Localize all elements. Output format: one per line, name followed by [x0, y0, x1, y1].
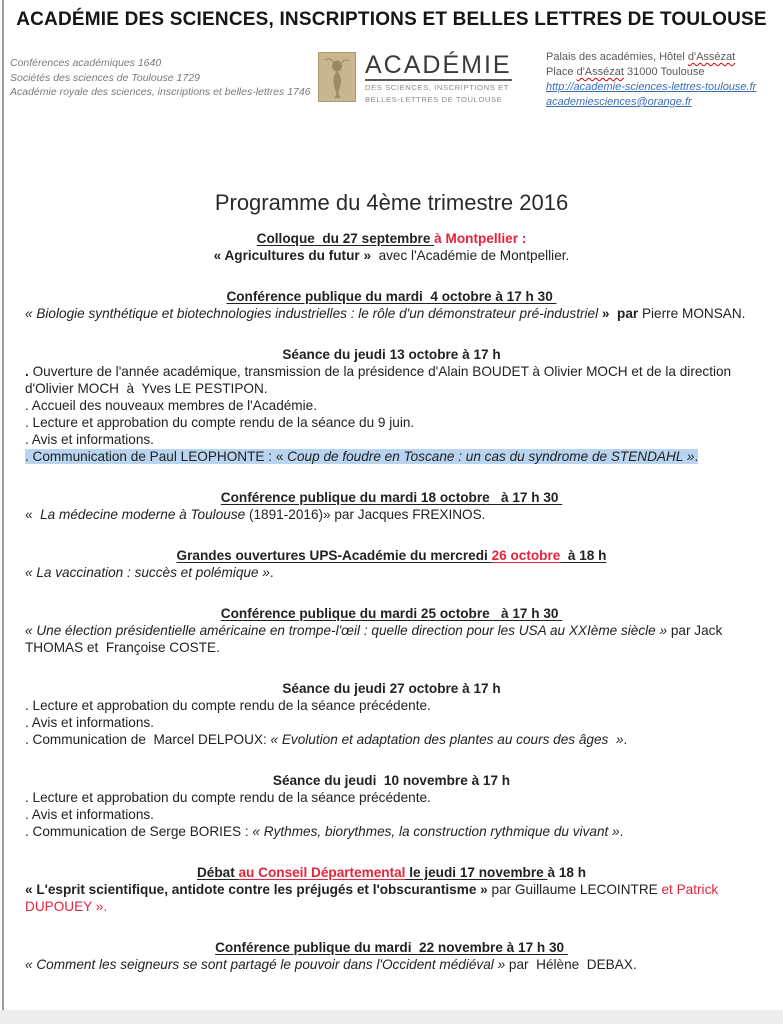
text-segment: par Guillaume LECOINTRE — [487, 882, 662, 897]
section-line — [25, 697, 758, 714]
program-section — [25, 230, 758, 264]
text-segment: . Accueil des nouveaux membres de l'Académie. — [25, 398, 317, 413]
program-title: Programme du 4ème trimestre 2016 — [214, 190, 569, 215]
text-segment: « La vaccination : succès et polémique » — [25, 565, 270, 580]
text-segment: » — [683, 449, 695, 464]
section-line — [25, 247, 758, 264]
section-line — [25, 414, 758, 431]
text-segment: . Communication de Paul LEOPHONTE : — [25, 449, 276, 464]
section-heading — [25, 772, 758, 789]
scan-edge-left — [2, 0, 4, 1012]
text-segment: d'Assézat — [576, 66, 624, 78]
text-segment: d'Assézat — [687, 51, 736, 63]
section-line — [25, 448, 758, 465]
text-segment: . Avis et informations. — [25, 432, 154, 447]
section-heading — [25, 547, 758, 564]
text-segment: . Avis et informations. — [25, 807, 154, 822]
text-segment: « — [275, 449, 288, 464]
founding-date-line: Conférences académiques 1640 — [10, 57, 162, 69]
section-line — [25, 622, 758, 656]
logo-subtitle-1: DES SCIENCES, INSCRIPTIONS ET — [365, 83, 509, 92]
text-segment: Conférence publique du mardi 25 octobre à 17 h 30 — [220, 606, 563, 621]
text-segment: « L'esprit scientifique, antidote contre les préjugés et l'obscurantisme » — [25, 882, 488, 897]
email-link[interactable]: academiesciences@orange.fr — [546, 96, 692, 108]
text-segment: Colloque du 27 septembre — [256, 231, 435, 246]
text-segment: au Conseil Départemental — [238, 865, 406, 880]
page-title: ACADÉMIE DES SCIENCES, INSCRIPTIONS ET BELLES LETTRES DE TOULOUSE — [16, 9, 767, 30]
text-segment: . — [619, 824, 624, 839]
text-segment: . Lecture et approbation du compte rendu de la séance précédente. — [25, 790, 431, 805]
section-line — [25, 397, 758, 414]
text-segment: 31000 Toulouse — [623, 66, 705, 78]
text-segment: Séance du jeudi 13 octobre à 17 h — [282, 347, 501, 362]
text-segment: « Evolution et adaptation des plantes au cours des âges » — [270, 732, 624, 747]
text-segment: Débat — [196, 865, 239, 880]
text-segment: . Lecture et approbation du compte rendu de la séance précédente. — [25, 698, 431, 713]
section-heading — [25, 864, 758, 881]
section-line — [25, 806, 758, 823]
text-segment: « Rythmes, biorythmes, la construction rythmique du vivant » — [252, 824, 620, 839]
text-segment: et Patrick DUPOUEY ». — [25, 882, 722, 914]
text-segment: Palais des académies, Hôtel — [546, 51, 688, 63]
text-segment: à 18 h — [547, 865, 587, 880]
text-segment: . — [25, 364, 33, 379]
text-segment: Conférence publique du mardi 4 octobre à 17 h 30 — [226, 289, 557, 304]
founding-date-line: Sociétés des sciences de Toulouse 1729 — [10, 71, 200, 84]
program-section — [25, 346, 758, 465]
text-segment: Conférence publique du mardi 22 novembre à 17 h 30 — [215, 940, 568, 955]
section-line — [25, 564, 758, 581]
text-segment: . — [694, 449, 699, 464]
program-section — [25, 680, 758, 748]
section-heading — [25, 680, 758, 697]
logo-subtitle-2: BELLES-LETTRES DE TOULOUSE — [365, 94, 503, 104]
address-line — [546, 50, 756, 65]
website-link[interactable]: http://academie-sciences-lettres-toulouse.fr — [546, 81, 757, 93]
academy-logo — [318, 52, 512, 104]
text-segment: par Jack THOMAS et Françoise COSTE. — [25, 623, 726, 655]
address-lines — [546, 50, 756, 80]
text-segment: . Communication de Serge BORIES : — [25, 824, 253, 839]
text-segment: le jeudi 17 novembre — [405, 865, 548, 880]
scan-edge-bottom — [0, 1010, 783, 1024]
section-line — [25, 881, 758, 915]
text-segment: 26 octobre — [491, 548, 561, 563]
text-segment: . — [269, 565, 274, 580]
text-segment: Conférence publique du mardi 18 octobre à 17 h 30 — [220, 490, 563, 505]
text-segment: Séance du jeudi 10 novembre à 17 h — [272, 773, 511, 788]
text-segment: « Agricultures du futur » — [213, 248, 372, 263]
text-segment: « — [25, 306, 37, 321]
section-heading — [25, 939, 758, 956]
text-segment: Comment les seigneurs se sont partagé le pouvoir dans l'Occident médiéval — [36, 957, 494, 972]
program-section — [25, 547, 758, 581]
text-segment: Séance du jeudi 27 octobre à 17 h — [282, 681, 501, 696]
text-segment: : — [518, 231, 527, 246]
text-segment: Biologie synthétique et biotechnologies industrielles : le rôle d'un démonstrateur pré-industriel — [36, 306, 599, 321]
text-segment: à 18 h — [560, 548, 607, 563]
section-heading — [25, 230, 758, 247]
text-segment: Coup de foudre en Toscane : un cas du syndrome de STENDAHL — [287, 449, 684, 464]
program-section — [25, 772, 758, 840]
text-segment: « — [25, 957, 37, 972]
address-line — [546, 65, 756, 80]
section-line — [25, 823, 758, 840]
text-segment: par — [613, 306, 639, 321]
section-line — [25, 714, 758, 731]
section-line — [25, 731, 758, 748]
text-segment: Ouverture de l'année académique, transmission de la présidence d'Alain BOUDET à Olivier MOCH et de la direction d'Olivier MOCH à Yves LE PESTIPON. — [25, 364, 735, 396]
section-line — [25, 363, 758, 397]
section-heading — [25, 605, 758, 622]
text-segment: Une élection présidentielle américaine en trompe-l'œil : quelle direction pour les USA au XXIème siècle — [36, 623, 656, 638]
text-segment: . Lecture et approbation du compte rendu de la séance du 9 juin. — [25, 415, 415, 430]
section-line — [25, 956, 758, 973]
text-segment: à Montpellier — [434, 231, 519, 246]
section-heading — [25, 346, 758, 363]
text-segment: . — [623, 732, 628, 747]
section-line — [25, 506, 758, 523]
text-segment: . Avis et informations. — [25, 715, 154, 730]
text-segment: avec l'Académie de Montpellier. — [371, 248, 570, 263]
section-heading — [25, 489, 758, 506]
section-heading — [25, 288, 758, 305]
founding-date-line: Académie royale des sciences, inscriptions et belles-lettres 1746 — [10, 86, 311, 98]
logo-text — [365, 52, 512, 104]
text-segment: La médecine moderne à Toulouse — [40, 507, 246, 522]
logo-title: ACADÉMIE — [365, 51, 512, 79]
section-line — [25, 431, 758, 448]
text-segment: Pierre MONSAN. — [638, 306, 746, 321]
program-section — [25, 939, 758, 973]
text-segment: (1891-2016)» par Jacques FREXINOS. — [245, 507, 486, 522]
program-section — [25, 489, 758, 523]
address-block — [546, 50, 756, 110]
section-line — [25, 305, 758, 322]
text-segment: » — [598, 306, 614, 321]
text-segment: Grandes ouvertures UPS-Académie du mercredi — [176, 548, 492, 563]
text-segment: Place — [546, 66, 577, 78]
text-segment: . Communication de Marcel DELPOUX: — [25, 732, 271, 747]
text-segment: « — [25, 507, 41, 522]
text-segment: « — [25, 623, 37, 638]
text-segment: » — [493, 957, 506, 972]
program-sections — [25, 230, 758, 997]
academy-seal-icon — [318, 52, 356, 102]
text-segment: » — [655, 623, 668, 638]
text-segment: par Hélène DEBAX. — [505, 957, 637, 972]
program-section — [25, 864, 758, 915]
section-line — [25, 789, 758, 806]
program-section — [25, 288, 758, 322]
founding-dates-block — [10, 56, 311, 100]
program-section — [25, 605, 758, 656]
